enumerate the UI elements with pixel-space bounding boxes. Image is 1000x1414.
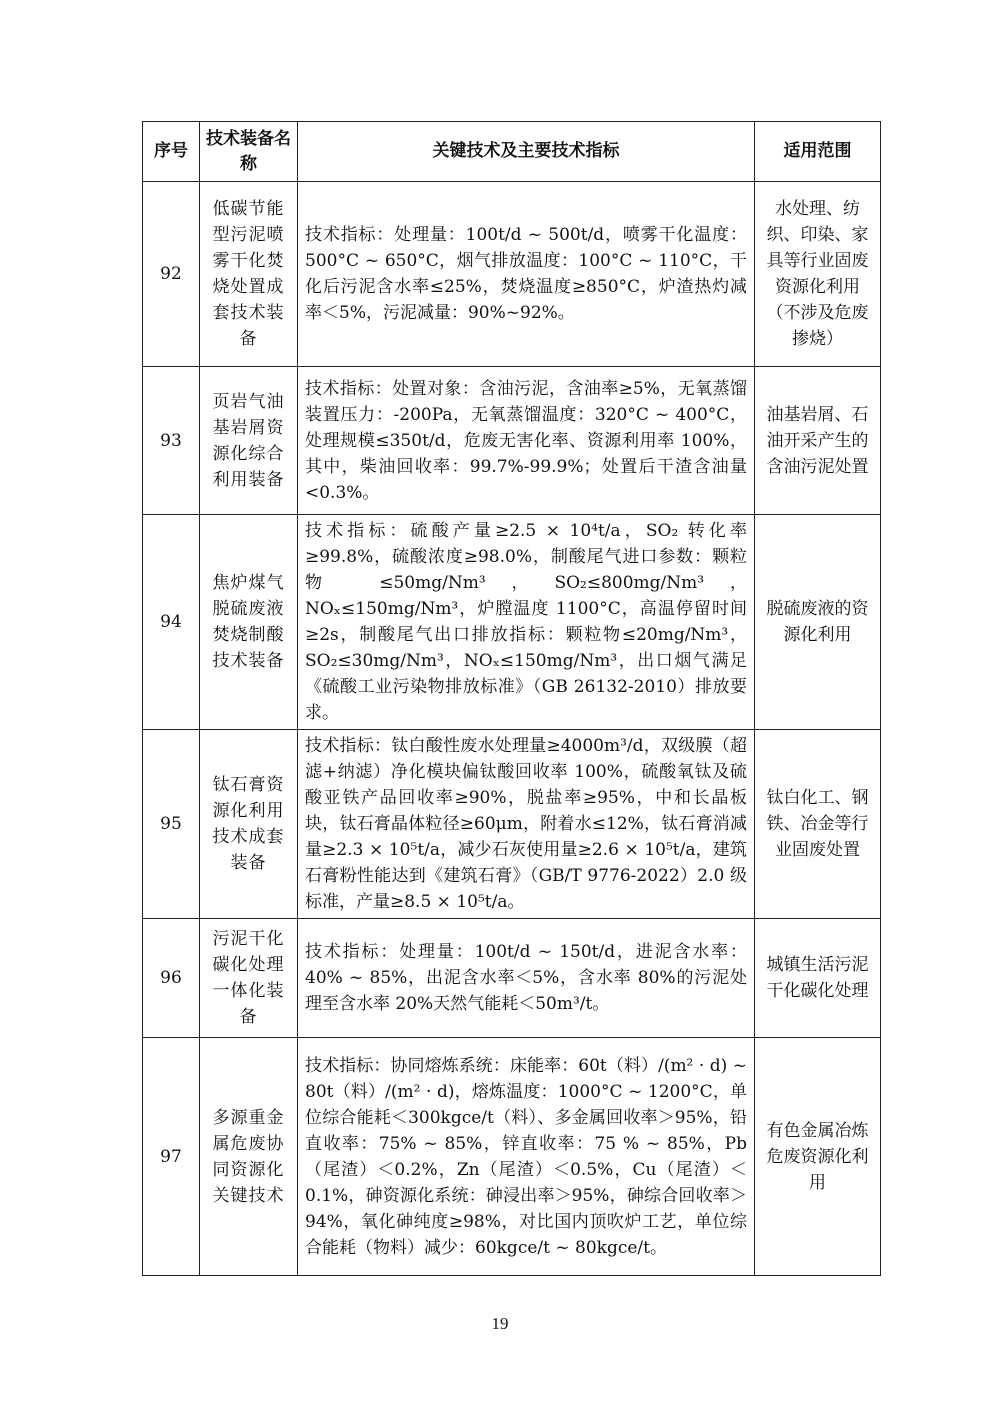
row-seq: 95 [143,730,200,919]
row-name: 污泥干化碳化处理一体化装备 [200,919,298,1038]
row-seq: 92 [143,182,200,367]
header-seq: 序号 [143,122,200,182]
row-seq: 97 [143,1038,200,1276]
row-seq: 93 [143,367,200,515]
row-seq: 94 [143,515,200,730]
header-scope: 适用范围 [755,122,881,182]
row-scope: 有色金属冶炼危废资源化利用 [755,1038,881,1276]
table-header-row [143,122,881,182]
table-row [143,182,881,367]
row-name: 多源重金属危废协同资源化关键技术 [200,1038,298,1276]
row-name: 低碳节能型污泥喷雾干化焚烧处置成套技术装备 [200,182,298,367]
row-spec: 技术指标：处理量：100t/d ~ 150t/d，进泥含水率：40% ~ 85%，出泥含水率＜5%，含水率 80%的污泥处理至含水率 20%天然气能耗＜50m³/t。 [298,919,755,1038]
row-spec: 技术指标：硫酸产量≥2.5 × 10⁴t/a，SO₂ 转化率≥99.8%，硫酸浓度≥98.0%，制酸尾气进口参数：颗粒物 ≤50mg/Nm³，SO₂≤800mg/Nm³，NOₓ≤150mg/Nm³，炉膛温度 1100°C，高温停留时间≥2s，制酸尾气出口排放指标：颗粒物≤20mg/Nm³，SO₂≤30mg/Nm³，NOₓ≤150mg/Nm³，出口烟气满足《硫酸工业污染物排放标准》（GB 26132-2010）排放要求。 [298,515,755,730]
equipment-table [142,121,881,1276]
row-name: 焦炉煤气脱硫废液焚烧制酸技术装备 [200,515,298,730]
header-spec: 关键技术及主要技术指标 [298,122,755,182]
row-scope: 城镇生活污泥干化碳化处理 [755,919,881,1038]
row-scope: 油基岩屑、石油开采产生的含油污泥处置 [755,367,881,515]
row-spec: 技术指标：协同熔炼系统：床能率：60t（料）/(m² · d) ~ 80t（料）/(m² · d)，熔炼温度：1000°C ~ 1200°C，单位综合能耗＜300kgce/t（料）、多金属回收率＞95%，铅直收率：75% ~ 85%，锌直收率：75 % ~ 85%，Pb（尾渣）＜0.2%，Zn（尾渣）＜0.5%，Cu（尾渣）＜0.1%，砷资源化系统：砷浸出率＞95%，砷综合回收率＞94%，氧化砷纯度≥98%，对比国内顶吹炉工艺，单位综合能耗（物料）减少：60kgce/t ~ 80kgce/t。 [298,1038,755,1276]
row-name: 钛石膏资源化利用技术成套装备 [200,730,298,919]
row-spec: 技术指标：处置对象：含油污泥，含油率≥5%，无氧蒸馏装置压力：-200Pa，无氧蒸馏温度：320°C ~ 400°C，处理规模≤350t/d，危废无害化率、资源利用率 100%，其中，柴油回收率：99.7%-99.9%；处置后干渣含油量<0.3%。 [298,367,755,515]
table-row [143,1038,881,1276]
table-row [143,730,881,919]
page-number: 19 [491,1314,509,1333]
header-name: 技术装备名称 [200,122,298,182]
row-seq: 96 [143,919,200,1038]
table-row [143,919,881,1038]
table-row [143,367,881,515]
table-row [143,515,881,730]
row-scope: 钛白化工、钢铁、冶金等行业固废处置 [755,730,881,919]
row-scope: 脱硫废液的资源化利用 [755,515,881,730]
row-spec: 技术指标：钛白酸性废水处理量≥4000m³/d，双级膜（超滤+纳滤）净化模块偏钛酸回收率 100%，硫酸氧钛及硫酸亚铁产品回收率≥90%，脱盐率≥95%，中和长晶板块，钛石膏晶体粒径≥60μm，附着水≤12%，钛石膏消减量≥2.3 × 10⁵t/a，减少石灰使用量≥2.6 × 10⁵t/a，建筑石膏粉性能达到《建筑石膏》（GB/T 9776-2022）2.0 级标准，产量≥8.5 × 10⁵t/a。 [298,730,755,919]
row-name: 页岩气油基岩屑资源化综合利用装备 [200,367,298,515]
row-scope: 水处理、纺织、印染、家具等行业固废资源化利用（不涉及危废掺烧） [755,182,881,367]
row-spec: 技术指标：处理量：100t/d ~ 500t/d，喷雾干化温度：500°C ~ 650°C，烟气排放温度：100°C ~ 110°C，干化后污泥含水率≤25%，焚烧温度≥850°C，炉渣热灼减率＜5%，污泥减量：90%~92%。 [298,182,755,367]
